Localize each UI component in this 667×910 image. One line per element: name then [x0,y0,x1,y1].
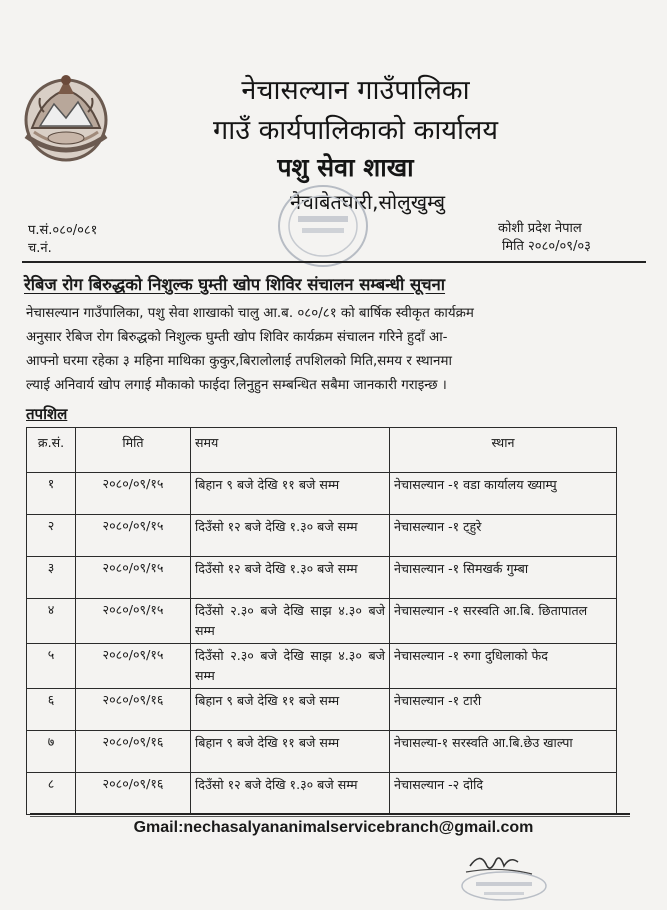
cell-place: नेचासल्यान -१ ट्हुरे [390,515,617,557]
cell-date: २०८०/०९/१६ [76,689,191,731]
footer-divider [30,813,630,815]
office-name: गाउँ कार्यपालिकाको कार्यालय [213,115,498,146]
cell-place: नेचासल्यान -१ सरस्वति आ.बि. छितापातल [390,599,617,644]
header-time: समय [191,428,390,473]
schedule-table [26,427,617,815]
table-row [27,644,617,689]
cell-date: २०८०/०९/१६ [76,773,191,815]
table-row [27,689,617,731]
cell-place: नेचासल्यान -१ रुगा दुधिलाको फेद [390,644,617,689]
cell-date: २०८०/०९/१५ [76,644,191,689]
cell-serial: ४ [27,599,76,644]
cell-serial: ३ [27,557,76,599]
municipality-name: नेचासल्यान गाउँपालिका [241,75,470,106]
cell-serial: ७ [27,731,76,773]
cell-time: बिहान ९ बजे देखि ११ बजे सम्म [191,473,390,515]
table-row [27,599,617,644]
schedule-label: तपशिल [26,405,68,423]
cell-date: २०८०/०९/१५ [76,557,191,599]
cell-serial: ६ [27,689,76,731]
body-line: ल्याई अनिवार्य खोप लगाई मौकाको फाईदा लिनुहुन सम्बन्धित सबैमा जानकारी गराइन्छ । [26,378,447,393]
cell-serial: १ [27,473,76,515]
cell-place: नेचासल्यान -१ टारी [390,689,617,731]
cell-time: दिउँसो २.३० बजे देखि साझ ४.३० बजे सम्म [191,644,390,689]
header-date: मिति [76,428,191,473]
cell-time: दिउँसो १२ बजे देखि १.३० बजे सम्म [191,773,390,815]
cell-time: दिउँसो २.३० बजे देखि साझ ४.३० बजे सम्म [191,599,390,644]
cell-time: बिहान ९ बजे देखि ११ बजे सम्म [191,689,390,731]
header-divider [22,261,646,263]
cell-time: बिहान ९ बजे देखि ११ बजे सम्म [191,731,390,773]
office-address: नेचाबेतघारी,सोलुखुम्बु [289,190,446,214]
notice-subject: रेबिज रोग बिरुद्धको निशुल्क घुम्ती खोप शिविर संचालन सम्बन्धी सूचना [24,275,446,294]
letter-date: मिति २०८०/०९/०३ [502,239,591,254]
cell-date: २०८०/०९/१६ [76,731,191,773]
header-place: स्थान [390,428,617,473]
cell-date: २०८०/०९/१५ [76,515,191,557]
cell-place: नेचासल्या-१ सरस्वति आ.बि.छेउ खाल्पा [390,731,617,773]
cell-serial: २ [27,515,76,557]
body-line: आफ्नो घरमा रहेका ३ महिना माथिका कुकुर,बिरालोलाई तपशिलको मिति,समय र स्थानमा [26,354,452,369]
cell-time: दिउँसो १२ बजे देखि १.३० बजे सम्म [191,515,390,557]
cell-serial: ५ [27,644,76,689]
cell-date: २०८०/०९/१५ [76,599,191,644]
table-row [27,731,617,773]
table-row [27,773,617,815]
cell-place: नेचासल्यान -१ सिमखर्क गुम्बा [390,557,617,599]
table-header-row [27,428,617,473]
cell-date: २०८०/०९/१५ [76,473,191,515]
body-line: अनुसार रेबिज रोग बिरुद्धको निशुल्क घुम्ती खोप शिविर कार्यक्रम संचालन गरिने हुदाँ आ- [26,330,448,345]
dispatch-number: च.नं. [28,241,52,256]
body-line: नेचासल्यान गाउँपालिका, पशु सेवा शाखाको चालु आ.ब. ०८०/८१ को बार्षिक स्वीकृत कार्यक्रम [26,306,474,321]
cell-serial: ८ [27,773,76,815]
branch-name: पशु सेवा शाखा [277,153,414,182]
province-name: कोशी प्रदेश नेपाल [498,221,582,236]
table-row [27,473,617,515]
table-row [27,515,617,557]
contact-email: Gmail:nechasalyananimalservicebranch@gmail.com [133,819,534,836]
cell-place: नेचासल्यान -१ वडा कार्यालय ख्याम्पु [390,473,617,515]
letter-number: प.सं.०८०/०८१ [28,223,98,238]
table-row [27,557,617,599]
cell-place: नेचासल्यान -२ दोदि [390,773,617,815]
footer-divider-thin [30,816,630,817]
header-serial: क्र.सं. [27,428,76,473]
signature-icon [440,846,560,906]
cell-time: दिउँसो १२ बजे देखि १.३० बजे सम्म [191,557,390,599]
